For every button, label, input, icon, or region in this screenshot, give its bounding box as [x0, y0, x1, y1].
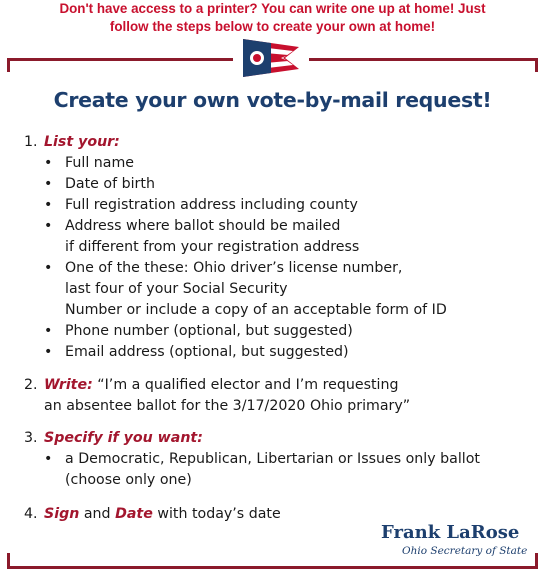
step-text: “I’m a qualified elector and I’m requesting	[92, 377, 399, 393]
step-number: 1.	[24, 134, 38, 150]
top-rule-right-cap	[535, 58, 538, 72]
top-rule-left	[7, 58, 233, 61]
banner	[0, 0, 545, 36]
banner-line-1: Don't have access to a printer? You can write one up at home! Just	[59, 1, 486, 16]
step-number: 4.	[24, 506, 38, 522]
step-keyword: List your:	[44, 134, 120, 150]
step-text: and	[79, 506, 116, 522]
banner-line-2: follow the steps below to create your own at home!	[109, 19, 436, 34]
step-1	[24, 134, 120, 150]
page-title: Create your own vote-by-mail request!	[53, 88, 492, 112]
top-rule-right	[309, 58, 538, 61]
step-2	[24, 377, 399, 393]
step-keyword-2: Date	[115, 506, 153, 522]
step-number: 3.	[24, 430, 38, 446]
list-item-continuation: last four of your Social Security	[65, 281, 288, 297]
bottom-rule-right-cap	[535, 553, 538, 569]
step-keyword: Write:	[44, 377, 93, 393]
step-number: 2.	[24, 377, 38, 393]
signature-title: Ohio Secretary of State	[402, 545, 528, 557]
step-keyword: Sign	[44, 506, 80, 522]
step-text: with today’s date	[152, 506, 281, 522]
step-4	[24, 506, 281, 522]
top-rule-left-cap	[7, 58, 10, 72]
list-item-continuation: Number or include a copy of an acceptable form of ID	[65, 302, 447, 318]
ohio-flag-icon	[243, 39, 299, 77]
step-2-continuation: an absentee ballot for the 3/17/2020 Ohio primary”	[44, 398, 411, 414]
step-3	[24, 430, 203, 446]
step-keyword: Specify if you want:	[44, 430, 203, 446]
list-item-continuation: (choose only one)	[65, 472, 192, 488]
bottom-rule-left-cap	[7, 553, 10, 569]
signature-name: Frank LaRose	[381, 522, 520, 543]
bottom-rule	[7, 566, 538, 569]
list-item-continuation: if different from your registration address	[65, 239, 360, 255]
